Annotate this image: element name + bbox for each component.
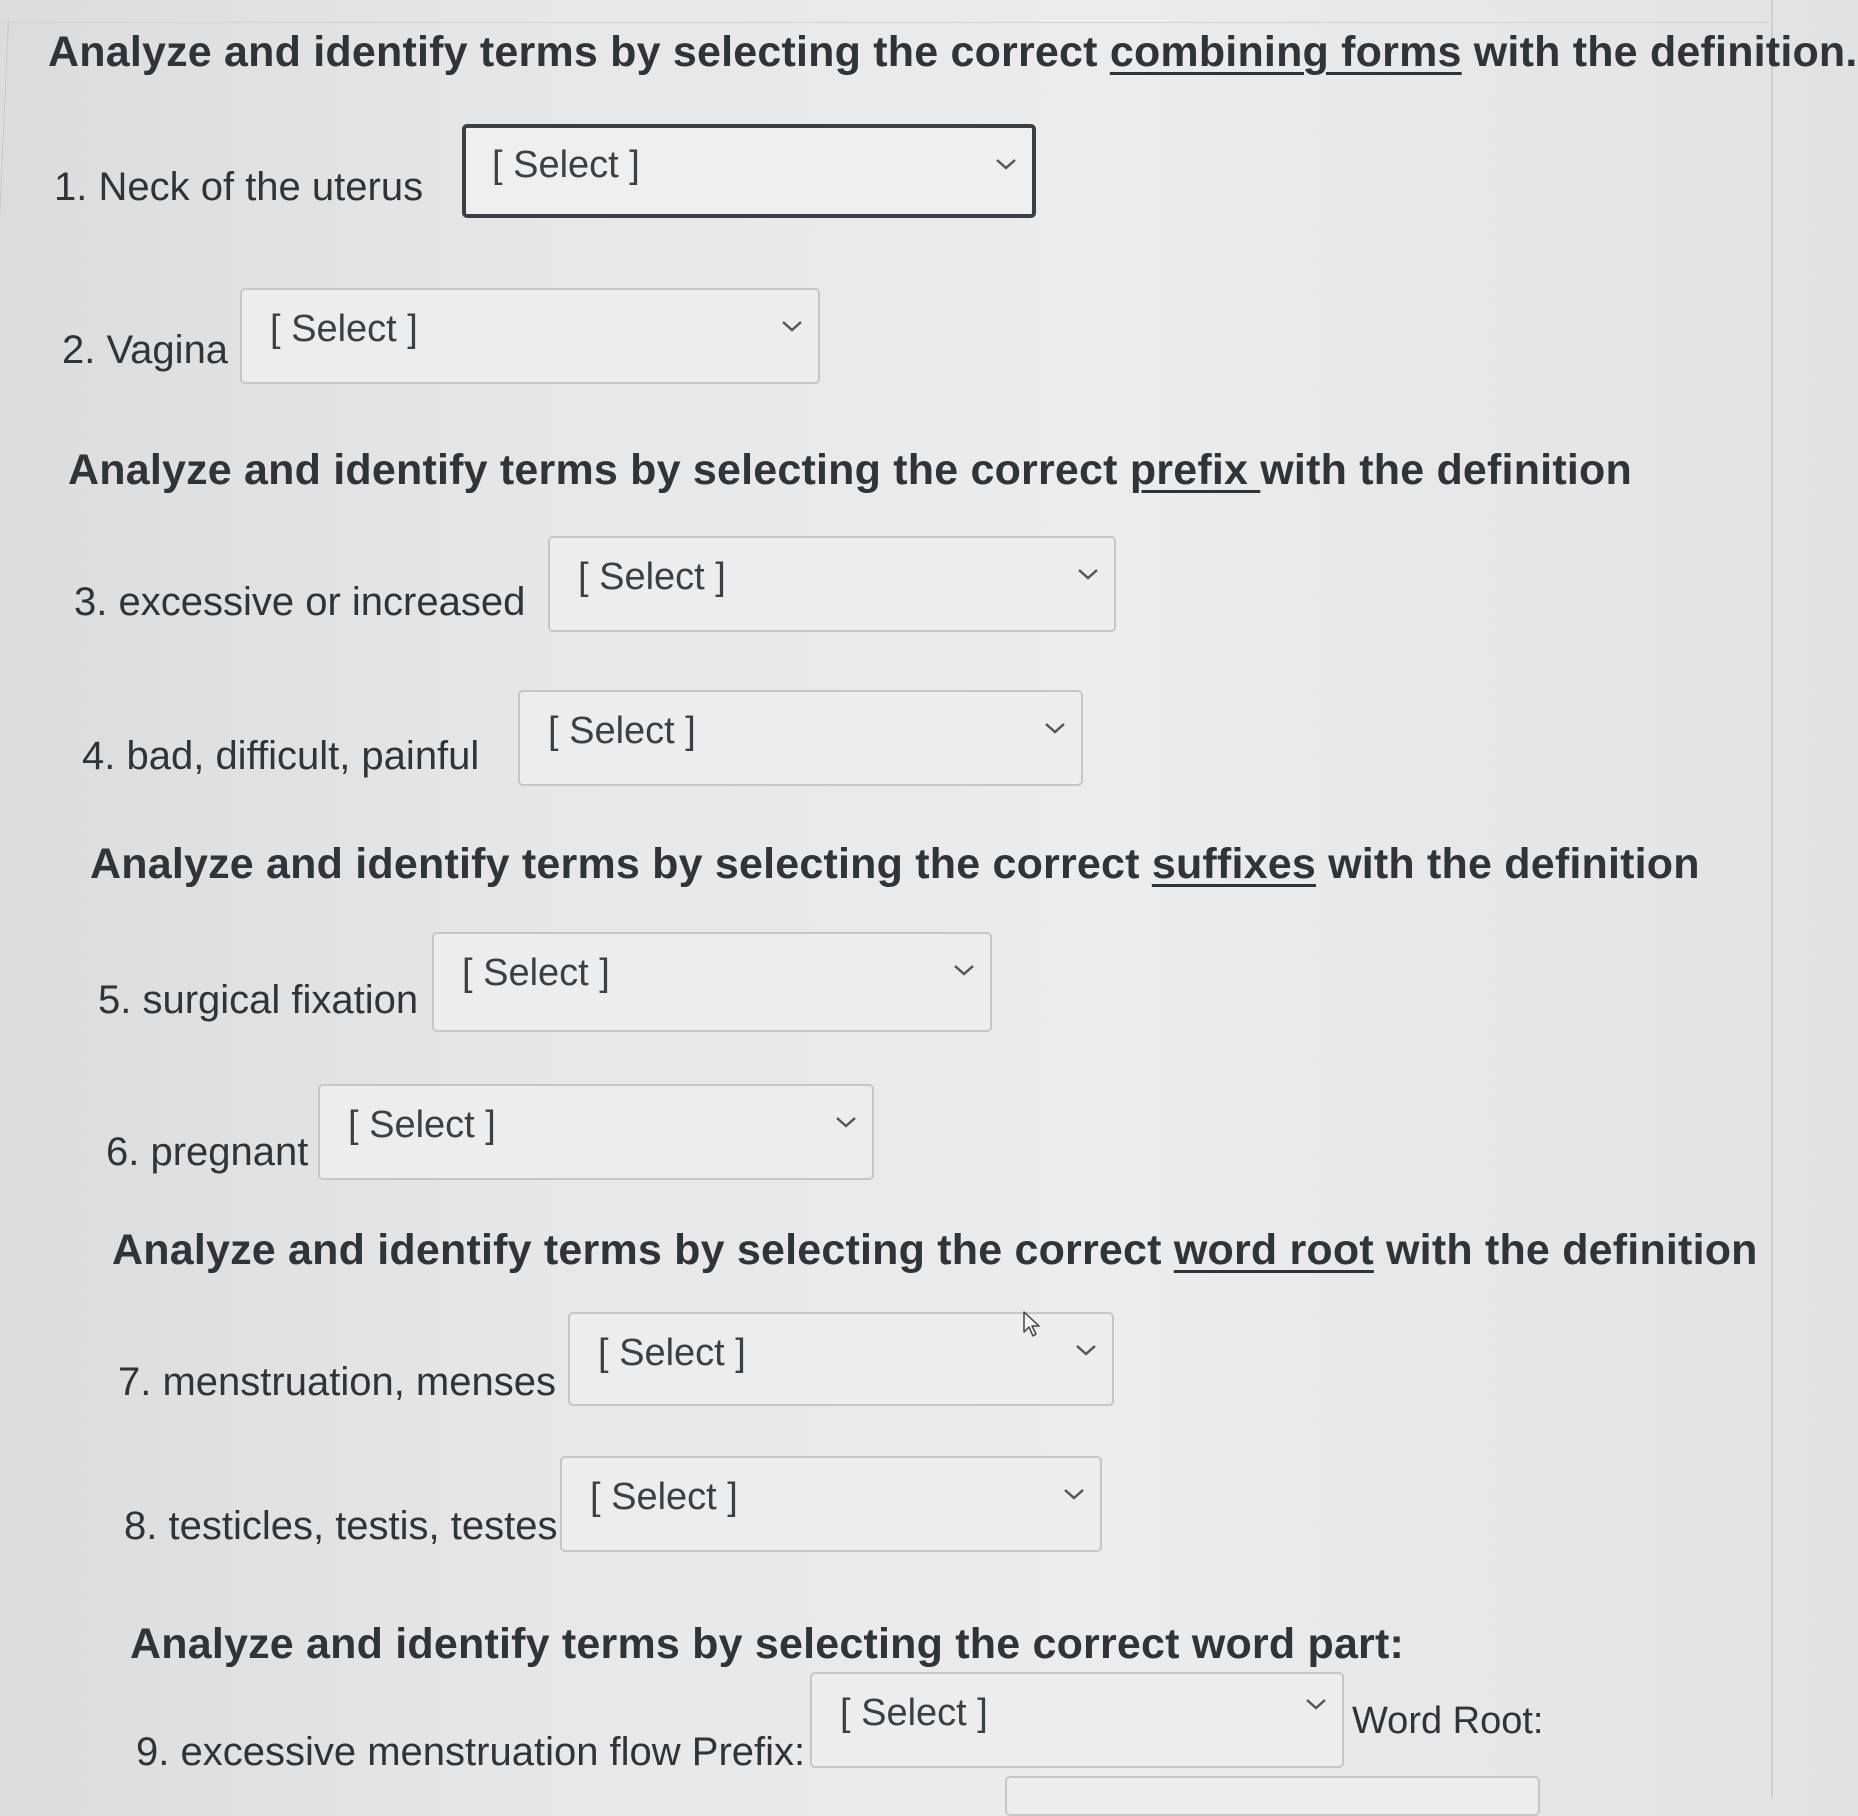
question-8-select[interactable] bbox=[560, 1456, 1102, 1552]
question-5-label: 5. surgical fixation bbox=[98, 978, 419, 1022]
chevron-down-icon bbox=[1304, 1696, 1328, 1712]
heading-text: Analyze and identify terms by selecting the correct bbox=[90, 840, 1152, 888]
section-heading-prefix bbox=[68, 446, 1632, 495]
top-divider bbox=[0, 22, 1773, 23]
select-value: [ Select ] bbox=[492, 144, 640, 186]
chevron-down-icon bbox=[1074, 1342, 1098, 1358]
chevron-down-icon bbox=[1043, 720, 1067, 736]
select-value: [ Select ] bbox=[270, 308, 418, 350]
question-9-prefix-select[interactable] bbox=[810, 1672, 1344, 1768]
heading-text: with the definition bbox=[1315, 840, 1700, 888]
left-border bbox=[0, 20, 9, 1798]
select-value: [ Select ] bbox=[462, 952, 610, 994]
question-1-select[interactable] bbox=[462, 124, 1036, 218]
question-4-select[interactable] bbox=[518, 690, 1083, 786]
section-heading-word-root bbox=[112, 1226, 1758, 1275]
section-heading-suffixes bbox=[90, 840, 1700, 889]
heading-keyword: word root bbox=[1173, 1226, 1374, 1274]
heading-keyword: suffixes bbox=[1151, 840, 1316, 888]
heading-text: with the definition bbox=[1260, 446, 1632, 494]
question-9-word-root-select[interactable] bbox=[1005, 1776, 1540, 1816]
chevron-down-icon bbox=[952, 962, 976, 978]
select-value: [ Select ] bbox=[578, 556, 726, 598]
question-1-label: 1. Neck of the uterus bbox=[54, 165, 424, 209]
chevron-down-icon bbox=[780, 318, 804, 334]
heading-text: with the definition bbox=[1373, 1226, 1758, 1274]
question-2-label: 2. Vagina bbox=[62, 328, 229, 372]
question-7-label: 7. menstruation, menses bbox=[118, 1360, 556, 1404]
heading-text: Analyze and identify terms by selecting the correct bbox=[112, 1226, 1174, 1274]
chevron-down-icon bbox=[1062, 1486, 1086, 1502]
question-4-label: 4. bad, difficult, painful bbox=[82, 734, 480, 778]
heading-text: Analyze and identify terms by selecting the correct word part: bbox=[130, 1620, 1405, 1668]
question-2-select[interactable] bbox=[240, 288, 820, 384]
mouse-pointer-icon bbox=[1022, 1310, 1042, 1338]
question-3-label: 3. excessive or increased bbox=[74, 580, 526, 624]
select-value: [ Select ] bbox=[548, 710, 696, 752]
heading-text: Analyze and identify terms by selecting the correct bbox=[48, 28, 1110, 76]
heading-text: with the definition. bbox=[1461, 28, 1858, 76]
section-heading-word-part bbox=[130, 1620, 1404, 1669]
heading-text: Analyze and identify terms by selecting the correct bbox=[68, 446, 1130, 494]
right-border bbox=[1771, 0, 1773, 1798]
select-value: [ Select ] bbox=[590, 1476, 738, 1518]
word-root-label: Word Root: bbox=[1352, 1700, 1544, 1742]
question-3-select[interactable] bbox=[548, 536, 1116, 632]
chevron-down-icon bbox=[834, 1114, 858, 1130]
select-value: [ Select ] bbox=[598, 1332, 746, 1374]
question-9-label: 9. excessive menstruation flow Prefix: bbox=[136, 1730, 806, 1774]
question-8-label: 8. testicles, testis, testes bbox=[124, 1504, 558, 1548]
section-heading-combining-forms bbox=[48, 28, 1858, 77]
question-6-select[interactable] bbox=[318, 1084, 874, 1180]
chevron-down-icon bbox=[1076, 566, 1100, 582]
select-value: [ Select ] bbox=[348, 1104, 496, 1146]
chevron-down-icon bbox=[994, 156, 1018, 172]
question-6-label: 6. pregnant bbox=[106, 1130, 309, 1174]
select-value: [ Select ] bbox=[840, 1692, 988, 1734]
question-5-select[interactable] bbox=[432, 932, 992, 1032]
heading-keyword: prefix bbox=[1129, 446, 1261, 494]
heading-keyword: combining forms bbox=[1109, 28, 1462, 76]
